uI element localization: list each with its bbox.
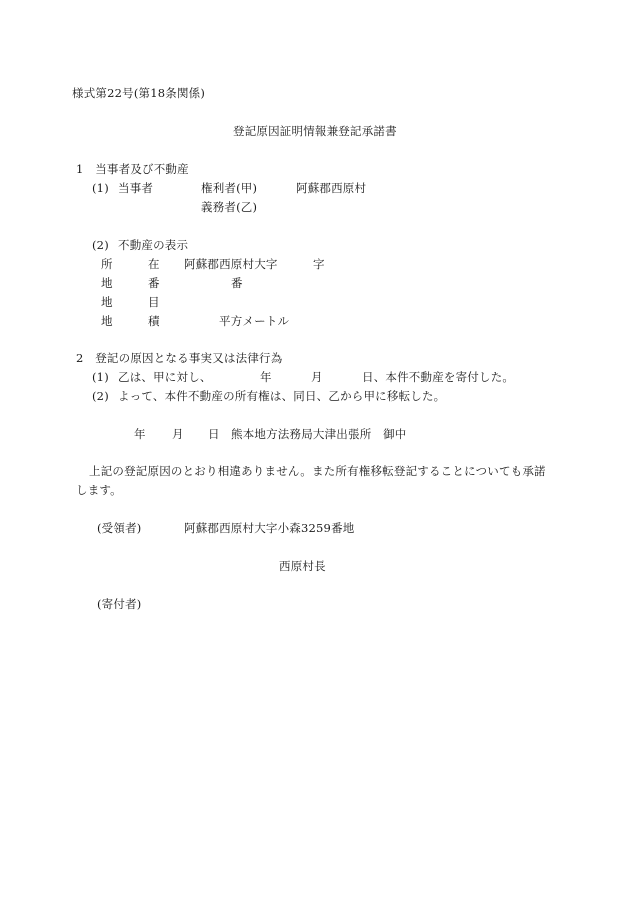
section2-item1-number: (1): [92, 370, 109, 384]
section1-item1-number: (1): [92, 181, 109, 195]
section2-item2-number: (2): [92, 389, 109, 403]
donation-month: 月: [311, 370, 323, 384]
consent-line-2: します。: [76, 483, 122, 497]
recipient-label: (受領者): [97, 521, 142, 535]
property-display-label: 不動産の表示: [118, 238, 189, 252]
donation-text-b: 日、本件不動産を寄付した。: [362, 370, 515, 384]
date-month: 月: [172, 427, 184, 441]
section2-heading: 2 登記の原因となる事実又は法律行為: [76, 351, 283, 365]
area-key-1: 地: [101, 314, 113, 328]
parties-label: 当事者: [118, 181, 154, 195]
right-holder-label: 権利者(甲): [201, 181, 258, 195]
section1-item2-number: (2): [92, 238, 109, 252]
lot-number-key-2: 番: [148, 276, 160, 290]
document-title: 登記原因証明情報兼登記承諾書: [233, 124, 397, 138]
location-suffix: 字: [313, 257, 325, 271]
obligor-label: 義務者(乙): [201, 200, 258, 214]
consent-line-1: 上記の登記原因のとおり相違ありません。また所有権移転登記することについても承諾: [89, 464, 546, 478]
date-year: 年: [134, 427, 146, 441]
area-suffix: 平方メートル: [219, 314, 290, 328]
addressee-office: 熊本地方法務局大津出張所 御中: [231, 427, 407, 441]
location-key-1: 所: [101, 257, 113, 271]
lot-number-key-1: 地: [101, 276, 113, 290]
form-number: 様式第22号(第18条関係): [72, 86, 206, 100]
lot-number-suffix: 番: [231, 276, 243, 290]
land-category-key-2: 目: [148, 295, 160, 309]
section1-heading: 1 当事者及び不動産: [76, 162, 189, 176]
date-day: 日: [208, 427, 220, 441]
location-key-2: 在: [148, 257, 160, 271]
right-holder-value: 阿蘇郡西原村: [296, 181, 367, 195]
location-value: 阿蘇郡西原村大字: [184, 257, 278, 271]
recipient-address: 阿蘇郡西原村大字小森3259番地: [184, 521, 355, 535]
transfer-text: よって、本件不動産の所有権は、同日、乙から甲に移転した。: [118, 389, 446, 403]
land-category-key-1: 地: [101, 295, 113, 309]
donation-text-a: 乙は、甲に対し、: [118, 370, 212, 384]
recipient-name: 西原村長: [279, 559, 326, 573]
donor-label: (寄付者): [97, 597, 142, 611]
donation-year: 年: [260, 370, 272, 384]
area-key-2: 積: [148, 314, 160, 328]
